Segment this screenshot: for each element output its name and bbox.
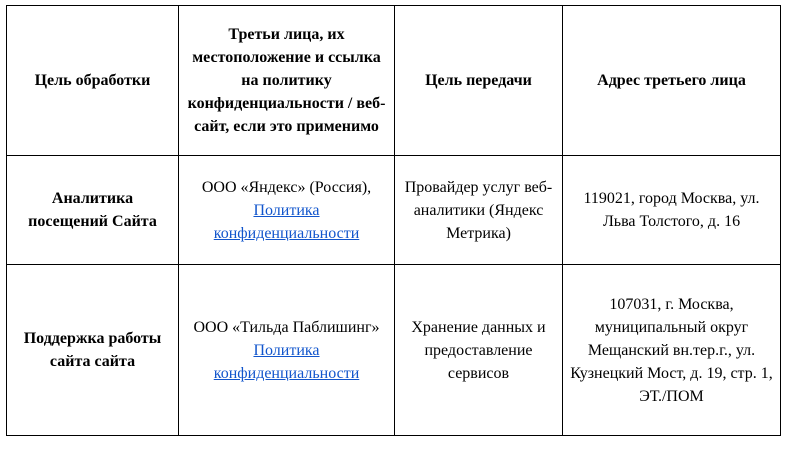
third-parties-table (6, 5, 781, 436)
table-header-row (7, 6, 781, 156)
cell-third-party (179, 156, 395, 265)
header-third-party-address: Адрес третьего лица (563, 6, 781, 156)
cell-transfer-purpose: Провайдер услуг веб-аналитики (Яндекс Метрика) (395, 156, 563, 265)
cell-processing-purpose: Поддержка работы сайта сайта (7, 265, 179, 436)
cell-third-party (179, 265, 395, 436)
privacy-policy-link[interactable]: Политика конфиденциальности (213, 341, 360, 382)
privacy-policy-link[interactable]: Политика конфиденциальности (213, 201, 360, 242)
header-third-parties: Третьи лица, их местоположение и ссылка на политику конфиденциальности / веб-сайт, если это применимо (179, 6, 395, 156)
cell-third-party-address: 107031, г. Москва, муниципальный округ Мещанский вн.тер.г., ул. Кузнецкий Мост, д. 19, стр. 1, ЭТ./ПОМ (563, 265, 781, 436)
table-row (7, 156, 781, 265)
cell-transfer-purpose: Хранение данных и предоставление сервисов (395, 265, 563, 436)
header-processing-purpose: Цель обработки (7, 6, 179, 156)
third-party-name: ООО «Яндекс» (Россия), (201, 178, 372, 196)
table-row (7, 265, 781, 436)
cell-processing-purpose: Аналитика посещений Сайта (7, 156, 179, 265)
header-transfer-purpose: Цель передачи (395, 6, 563, 156)
cell-third-party-address: 119021, город Москва, ул. Льва Толстого, д. 16 (563, 156, 781, 265)
third-party-name: ООО «Тильда Паблишинг» (193, 318, 380, 336)
